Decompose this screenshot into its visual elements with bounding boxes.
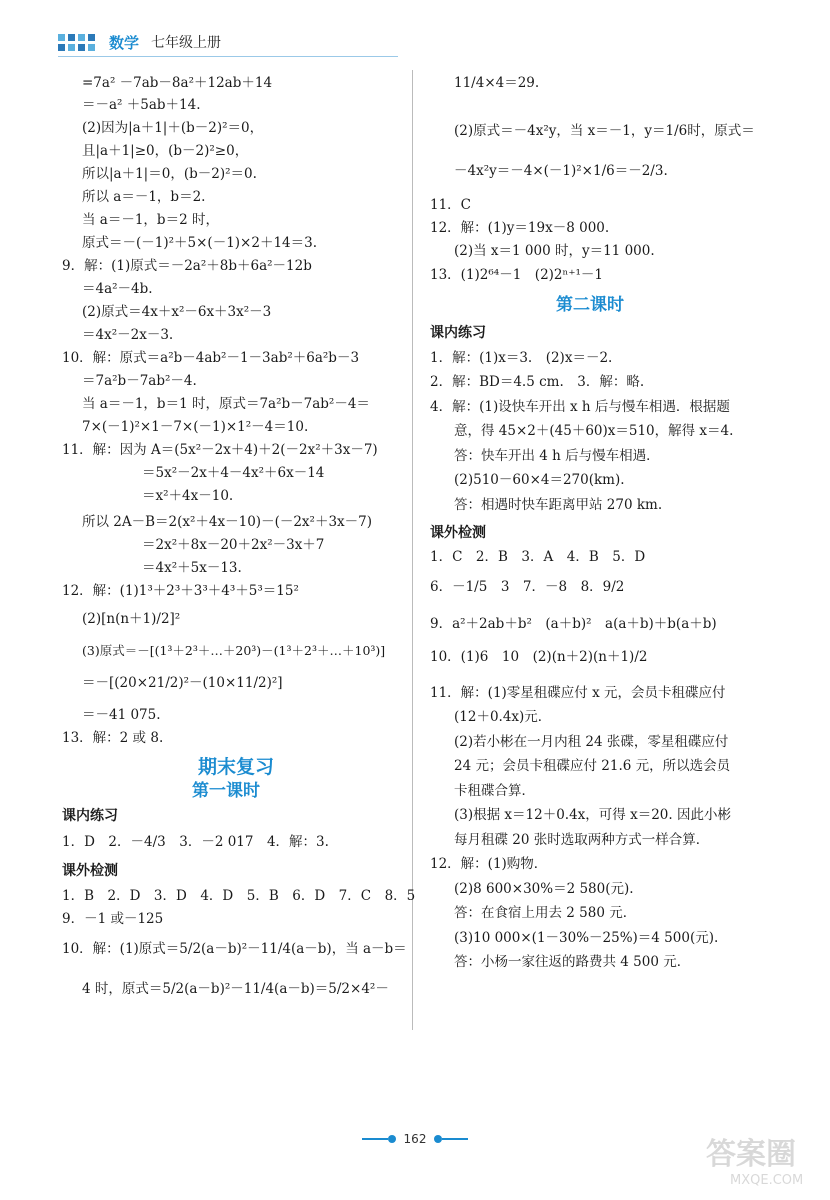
section-title: 期末复习 [198,756,275,778]
subsection-title: 课内练习 [62,808,118,824]
text-line: 7×(－1)²×1－7×(－1)×1²－4＝10. [82,419,309,435]
text-line: ＝5x²－2x＋4－4x²＋6x－14 [142,465,325,481]
text-line: (3)根据 x＝12＋0.4x，可得 x＝20. 因此小彬 [454,807,731,823]
column-divider [412,70,413,1030]
text-line: 11．解：(1)零星租碟应付 x 元，会员卡租碟应付 [430,685,726,701]
problem-10: 10．解：原式＝a²b－4ab²－1－3ab²＋6a²b－3 [62,350,360,366]
text-line: 2．解：BD＝4.5 cm. 3．解：略. [430,374,645,390]
watermark-text: 答案圈 [706,1137,796,1172]
text-line: (2)原式＝4x＋x²－6x＋3x²－3 [82,304,272,320]
text-line: 所以 2A－B＝2(x²＋4x－10)－(－2x²＋3x－7) [82,514,373,530]
text-line: ＝x²＋4x－10. [142,488,234,504]
text-line: 9．－1 或－125 [62,911,164,927]
text-line: (2)当 x＝1 000 时，y＝11 000. [454,243,655,259]
text-line: =7a² －7ab－8a²＋12ab＋14 [82,75,273,91]
text-line: ＝2x²＋8x－20＋2x²－3x＋7 [142,537,325,553]
text-line: 10．(1)6 10 (2)(n＋2)(n＋1)/2 [430,649,648,665]
text-line: ＝－a² ＋5ab＋14. [82,97,201,113]
text-line: (2)因为|a＋1|＋(b－2)²＝0， [82,120,264,136]
text-line: (2)8 600×30%＝2 580(元). [454,881,634,897]
problem-9: 9．解：(1)原式＝－2a²＋8b＋6a²－12b [62,258,312,274]
text-line: 所以|a＋1|＝0，(b－2)²＝0. [82,166,257,182]
text-line: 且|a＋1|≥0，(b－2)²≥0， [82,143,249,159]
watermark-logo-icon [700,1128,820,1190]
text-line: ＝－41 075. [82,707,161,723]
text-line: －4x²y＝－4×(－1)²×1/6＝－2/3. [454,163,668,179]
text-line: (2)原式＝－4x²y，当 x＝－1，y＝1/6时，原式＝ [454,123,755,139]
text-line: 答：在食宿上用去 2 580 元． [454,905,637,921]
text-line: 答：相遇时快车距离甲站 270 km. [454,497,663,513]
text-line: ＝4x²＋5x－13. [142,560,242,576]
text-line: (3)原式＝－[(1³＋2³＋…＋20³)－(1³＋2³＋…＋10³)] [82,643,386,658]
text-line: (12＋0.4x)元． [454,709,552,725]
header-grade: 七年级上册 [151,35,222,51]
footer-right-ornament-icon [434,1135,468,1143]
header-logo-icon [58,34,95,51]
text-line: 1．C 2．B 3．A 4．B 5．D [430,549,646,565]
text-line: ＝4x²－2x－3. [82,327,174,343]
page-header [58,30,221,54]
page-number: 162 [403,1132,427,1146]
text-line: (2)[n(n＋1)/2]² [82,611,181,627]
header-subject: 数学 [109,33,140,52]
problem-12: 12．解：(1)y＝19x－8 000. [430,220,610,236]
problem-13: 13．(1)2⁶⁴－1 (2)2ⁿ⁺¹－1 [430,267,603,283]
text-line: 答：小杨一家往返的路费共 4 500 元． [454,954,691,970]
problem-12: 12．解：(1)1³＋2³＋3³＋4³＋5³＝15² [62,583,299,599]
text-line: 24 元；会员卡租碟应付 21.6 元，所以选会员 [454,758,731,774]
text-line: 当 a＝－1，b＝2 时， [82,212,219,228]
problem-13: 13．解：2 或 8. [62,730,164,746]
subsection-title: 课外检测 [62,863,118,879]
text-line: 9．a²＋2ab＋b² (a＋b)² a(a＋b)＋b(a＋b) [430,616,717,632]
footer-left-ornament-icon [362,1135,396,1143]
subsection-title: 课外检测 [430,525,486,541]
text-line: 卡租碟合算． [454,783,535,799]
text-line: 当 a＝－1，b＝1 时，原式＝7a²b－7ab²－4＝ [82,396,370,412]
problem-11: 11．C [430,197,472,213]
text-line: 1．B 2．D 3．D 4．D 5．B 6．D 7．C 8．5 [62,888,416,904]
text-line: 答：快车开出 4 h 后与慢车相遇． [454,448,660,464]
lesson-title: 第二课时 [556,295,624,315]
problem-10-part: 10．解：(1)原式＝5/2(a－b)²－11/4(a－b)，当 a－b＝ [62,941,407,957]
text-line: ＝－[(20×21/2)²－(10×11/2)²] [82,675,283,691]
watermark-url: MXQE.COM [730,1173,804,1188]
text-line: 原式＝－(－1)²＋5×(－1)×2＋14＝3. [82,235,318,251]
text-line: 11/4×4＝29. [454,75,540,91]
text-line: (3)10 000×(1－30%－25%)＝4 500(元). [454,930,719,946]
text-line: 6．－1/5 3 7．－8 8．9/2 [430,579,625,595]
problem-12b: 12．解：(1)购物． [430,856,548,872]
text-line: 1．解：(1)x＝3. (2)x＝－2. [430,350,613,366]
text-line: 1．D 2．－4/3 3．－2 017 4．解：3. [62,834,329,850]
text-line: (2)若小彬在一月内租 24 张碟，零星租碟应付 [454,734,729,750]
lesson-title: 第一课时 [192,781,260,801]
text-line: 每月租碟 20 张时选取两种方式一样合算． [454,832,710,848]
text-line: ＝4a²－4b. [82,281,153,297]
text-line: ＝7a²b－7ab²－4. [82,373,197,389]
text-line: 所以 a＝－1，b＝2. [82,189,206,205]
text-line: 意，得 45×2＋(45＋60)x＝510，解得 x＝4. [454,423,734,439]
subsection-title: 课内练习 [430,325,486,341]
text-line: 4 时，原式＝5/2(a－b)²－11/4(a－b)＝5/2×4²－ [82,981,389,997]
header-divider [58,56,398,57]
problem-11: 11．解：因为 A＝(5x²－2x＋4)＋2(－2x²＋3x－7) [62,442,378,458]
text-line: 4．解：(1)设快车开出 x h 后与慢车相遇．根据题 [430,399,730,415]
text-line: (2)510－60×4＝270(km). [454,472,625,488]
